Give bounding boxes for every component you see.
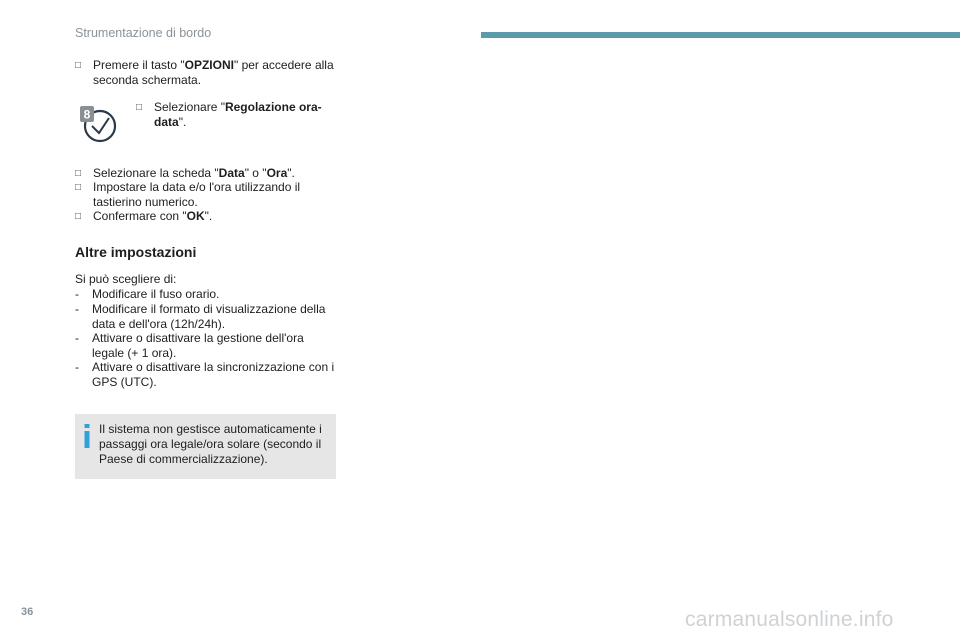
checkbox-bullet-icon: □	[136, 102, 143, 113]
section-intro: Si può scegliere di:	[75, 272, 177, 286]
info-icon	[83, 424, 91, 448]
date-tab-label: Data	[218, 166, 245, 180]
list-item: - Attivare o disattivare la gestione dell'ora legale (+ 1 ora).	[75, 331, 304, 360]
info-box	[75, 414, 336, 479]
step-select-time-date: □ Selezionare "Regolazione ora-data".	[136, 100, 322, 129]
step-set-date-time: □ Impostare la data e/o l'ora utilizzando il tastierino numerico.	[75, 180, 301, 209]
list-item: - Modificare il formato di visualizzazione della data e dell'ora (12h/24h).	[75, 302, 326, 331]
time-date-label: Regolazione ora-data	[154, 100, 322, 129]
checkbox-bullet-icon: □	[75, 60, 82, 71]
checkbox-bullet-icon: □	[75, 211, 82, 222]
header-title: Strumentazione di bordo	[75, 26, 212, 40]
section-title: Altre impostazioni	[75, 244, 197, 260]
watermark: carmanualsonline.info	[685, 608, 894, 631]
ok-key-label: OK	[186, 209, 205, 223]
options-key-label: OPZIONI	[184, 58, 234, 72]
icon-badge-number: 8	[83, 107, 91, 122]
step-select-tab: □ Selezionare la scheda "Data" o "Ora".	[75, 166, 295, 180]
page-number: 36	[21, 606, 34, 618]
list-item: - Attivare o disattivare la sincronizzazione con i GPS (UTC).	[75, 360, 335, 389]
list-item: - Modificare il fuso orario.	[75, 287, 220, 301]
checkbox-bullet-icon: □	[75, 168, 82, 179]
checkbox-bullet-icon: □	[75, 182, 82, 193]
clock-icon	[80, 104, 118, 144]
step-confirm: □ Confermare con "OK".	[75, 209, 213, 223]
step-press-options: □ Premere il tasto "OPZIONI" per accedere alla seconda schermata.	[75, 58, 334, 87]
info-text: Il sistema non gestisce automaticamente i passaggi ora legale/ora solare (secondo il Paese di commercializzazione).	[99, 422, 322, 466]
time-tab-label: Ora	[266, 166, 288, 180]
header-bar	[481, 32, 960, 38]
